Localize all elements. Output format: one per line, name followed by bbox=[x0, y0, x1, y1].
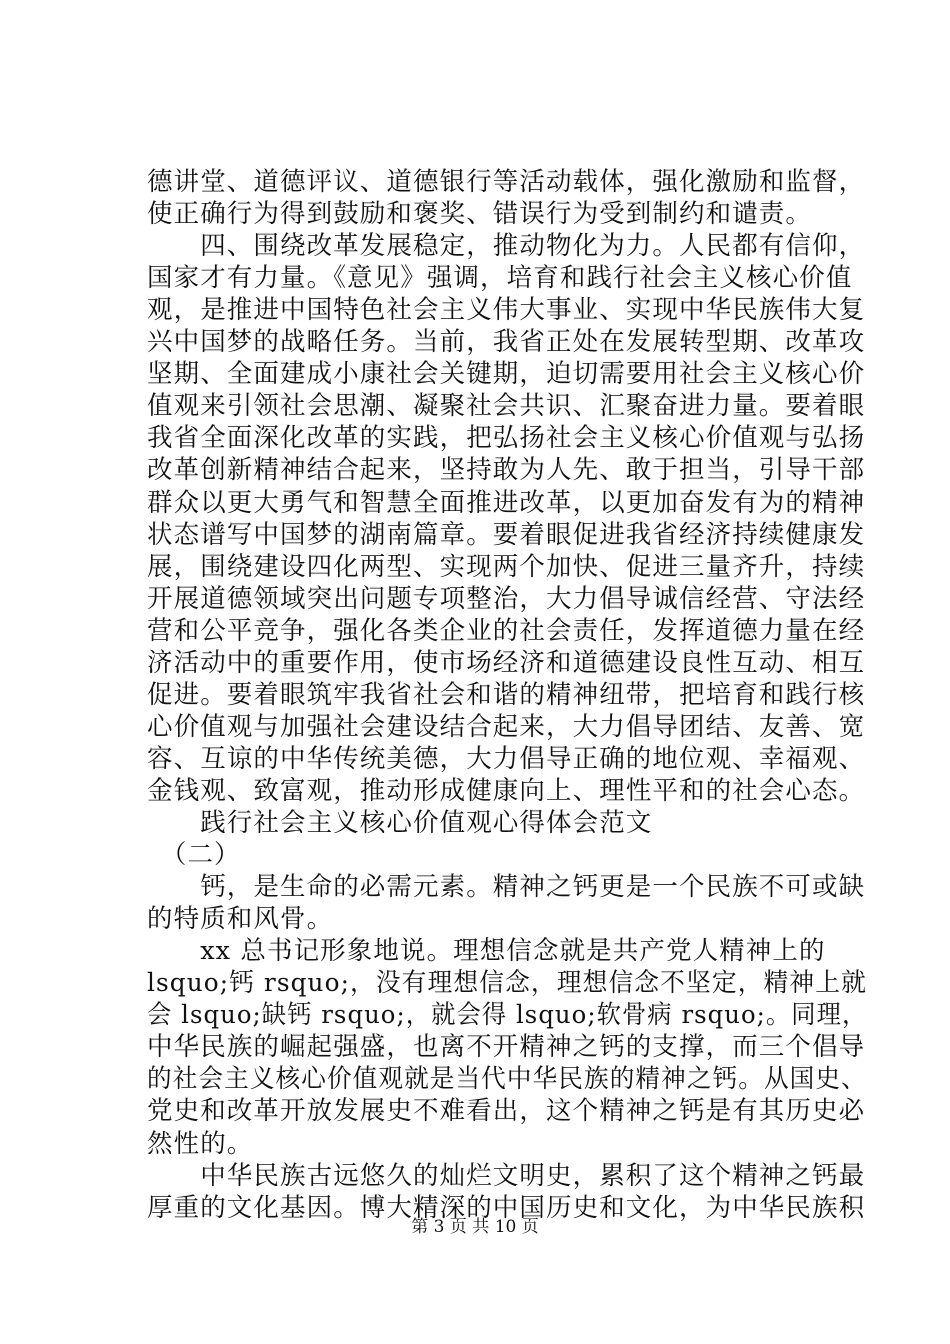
text-line: 然性的。 bbox=[147, 1128, 254, 1159]
text-line: 值观来引领社会思潮、凝聚社会共识、汇聚奋进力量。要着眼 bbox=[147, 391, 866, 422]
text-line: 的特质和风骨。 bbox=[147, 904, 334, 935]
text-line: 群众以更大勇气和智慧全面推进改革，以更加奋发有为的精神 bbox=[147, 487, 866, 518]
text-line: 兴中国梦的战略任务。当前，我省正处在发展转型期、改革攻 bbox=[147, 327, 866, 358]
text-line: 济活动中的重要作用，使市场经济和道德建设良性互动、相互 bbox=[147, 647, 866, 678]
text-line: 容、互谅的中华传统美德，大力倡导正确的地位观、幸福观、 bbox=[147, 743, 866, 774]
text-line: 德讲堂、道德评议、道德银行等活动载体，强化激励和监督， bbox=[147, 167, 866, 197]
text-line: 坚期、全面建成小康社会关键期，迫切需要用社会主义核心价 bbox=[147, 359, 866, 390]
text-line: 心价值观与加强社会建设结合起来，大力倡导团结、友善、宽 bbox=[147, 711, 866, 742]
page-footer: 第 3 页 共 10 页 bbox=[411, 1217, 539, 1237]
text-line: 党史和改革开放发展史不难看出，这个精神之钙是有其历史必 bbox=[147, 1096, 866, 1127]
text-line: 四、围绕改革发展稳定，推动物化为力。人民都有信仰， bbox=[147, 231, 866, 262]
text-line: 金钱观、致富观，推动形成健康向上、理性平和的社会心态。 bbox=[147, 775, 866, 806]
text-line: 状态谱写中国梦的湖南篇章。要着眼促进我省经济持续健康发 bbox=[147, 519, 866, 550]
text-line: 促进。要着眼筑牢我省社会和谐的精神纽带，把培育和践行核 bbox=[147, 679, 866, 710]
text-line: 钙，是生命的必需元素。精神之钙更是一个民族不可或缺 bbox=[147, 872, 866, 903]
text-line: 展，围绕建设四化两型、实现两个加快、促进三量齐升，持续 bbox=[147, 551, 866, 582]
text-line: lsquo;钙 rsquo;，没有理想信念，理想信念不坚定，精神上就 bbox=[147, 968, 867, 999]
text-line: 使正确行为得到鼓励和褒奖、错误行为受到制约和谴责。 bbox=[147, 199, 813, 230]
text-line: 开展道德领域突出问题专项整治，大力倡导诚信经营、守法经 bbox=[147, 583, 866, 614]
text-line: 中华民族的崛起强盛，也离不开精神之钙的支撑，而三个倡导 bbox=[147, 1032, 866, 1063]
text-line: （二） bbox=[147, 840, 241, 871]
text-line: 的社会主义核心价值观就是当代中华民族的精神之钙。从国史、 bbox=[147, 1064, 867, 1095]
text-line: 中华民族古远悠久的灿烂文明史，累积了这个精神之钙最 bbox=[147, 1160, 866, 1191]
text-line: 践行社会主义核心价值观心得体会范文 bbox=[147, 808, 653, 838]
text-line: 会 lsquo;缺钙 rsquo;，就会得 lsquo;软骨病 rsquo;。同理， bbox=[147, 1000, 868, 1031]
text-line: 观，是推进中国特色社会主义伟大事业、实现中华民族伟大复 bbox=[147, 295, 866, 326]
text-line: 改革创新精神结合起来，坚持敢为人先、敢于担当，引导干部 bbox=[147, 455, 866, 486]
text-line: 我省全面深化改革的实践，把弘扬社会主义核心价值观与弘扬 bbox=[147, 423, 866, 454]
text-line: 营和公平竞争，强化各类企业的社会责任，发挥道德力量在经 bbox=[147, 615, 866, 646]
text-line: 国家才有力量。《意见》强调，培育和践行社会主义核心价值 bbox=[147, 263, 853, 294]
text-line: 厚重的文化基因。博大精深的中国历史和文化，为中华民族积 bbox=[147, 1192, 866, 1223]
text-line: xx 总书记形象地说。理想信念就是共产党人精神上的 bbox=[147, 936, 826, 967]
